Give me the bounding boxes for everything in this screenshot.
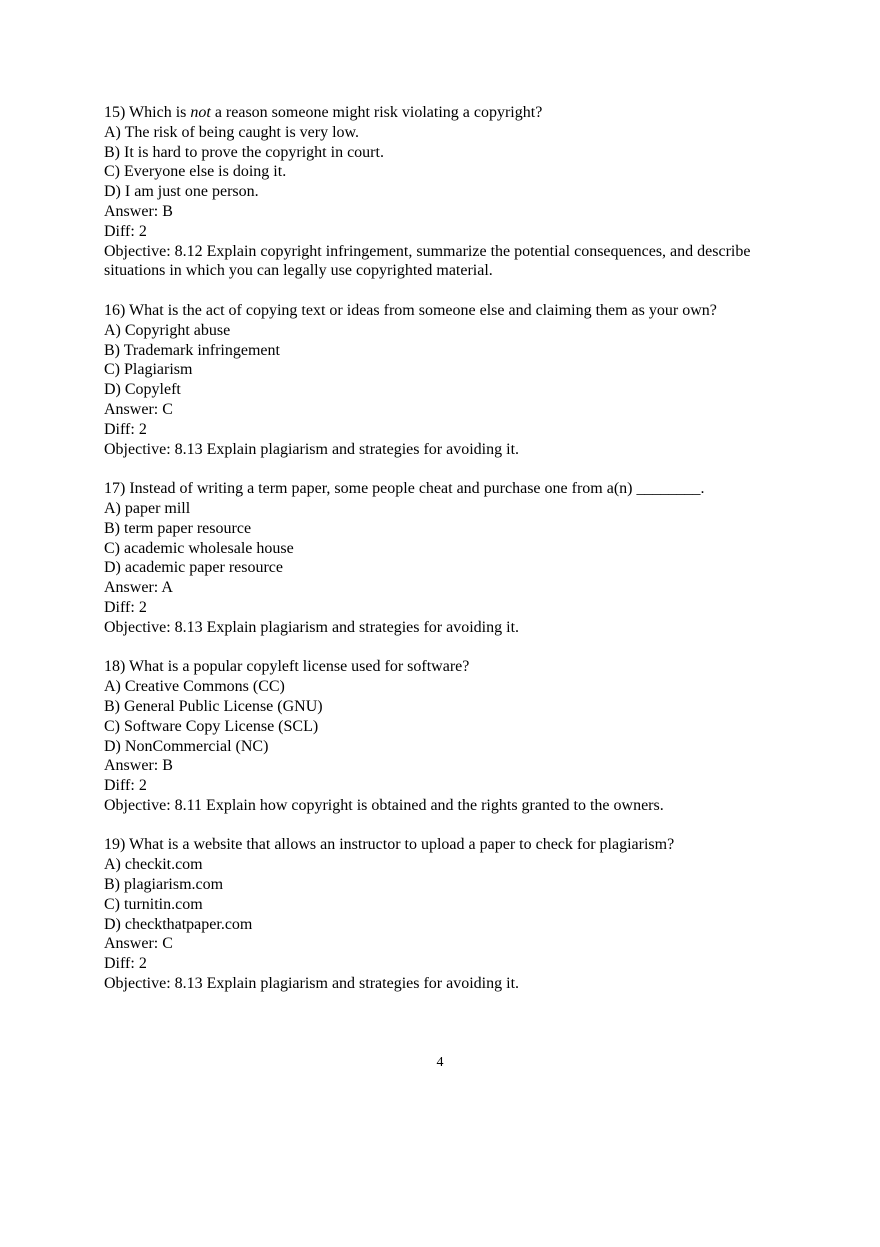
emphasis-not: not: [190, 104, 211, 121]
question-17: [104, 479, 784, 637]
objective: Objective: 8.12 Explain copyright infringement, summarize the potential consequences, and describe situations in which you can legally use copyrighted material.: [104, 242, 751, 280]
answer: Answer: C: [104, 400, 173, 418]
option-b: B) It is hard to prove the copyright in court.: [104, 143, 384, 161]
question-15: [104, 103, 784, 281]
difficulty: Diff: 2: [104, 598, 147, 616]
option-c: C) Plagiarism: [104, 361, 193, 379]
option-c: C) Software Copy License (SCL): [104, 717, 319, 735]
question-list: [104, 103, 784, 1014]
objective: Objective: 8.13 Explain plagiarism and strategies for avoiding it.: [104, 440, 520, 458]
answer: Answer: C: [104, 935, 173, 953]
question-stem: 19) What is a website that allows an instructor to upload a paper to check for plagiarism?: [104, 836, 675, 854]
option-a: A) Creative Commons (CC): [104, 678, 285, 696]
option-b: B) term paper resource: [104, 519, 252, 537]
option-b: B) General Public License (GNU): [104, 697, 323, 715]
option-c: C) turnitin.com: [104, 895, 203, 913]
difficulty: Diff: 2: [104, 955, 147, 973]
option-d: D) checkthatpaper.com: [104, 915, 253, 933]
question-stem: 17) Instead of writing a term paper, some people cheat and purchase one from a(n) ________.: [104, 480, 705, 498]
difficulty: Diff: 2: [104, 420, 147, 438]
difficulty: Diff: 2: [104, 222, 147, 240]
objective: Objective: 8.13 Explain plagiarism and strategies for avoiding it.: [104, 618, 520, 636]
option-c: C) academic wholesale house: [104, 539, 294, 557]
option-a: A) Copyright abuse: [104, 321, 231, 339]
question-16: [104, 301, 784, 459]
answer: Answer: B: [104, 757, 173, 775]
question-18: [104, 657, 784, 815]
question-19: [104, 835, 784, 993]
answer: Answer: B: [104, 202, 173, 220]
option-a: A) checkit.com: [104, 856, 203, 874]
option-b: B) Trademark infringement: [104, 341, 280, 359]
answer: Answer: A: [104, 579, 173, 597]
option-d: D) academic paper resource: [104, 559, 283, 577]
difficulty: Diff: 2: [104, 777, 147, 795]
page-number: 4: [436, 1055, 444, 1070]
option-d: D) I am just one person.: [104, 183, 259, 201]
option-d: D) NonCommercial (NC): [104, 737, 269, 755]
option-d: D) Copyleft: [104, 381, 181, 399]
question-stem: 18) What is a popular copyleft license used for software?: [104, 658, 470, 676]
question-stem: 15) Which is not a reason someone might risk violating a copyright?: [104, 104, 543, 121]
option-c: C) Everyone else is doing it.: [104, 163, 287, 181]
objective: Objective: 8.13 Explain plagiarism and strategies for avoiding it.: [104, 975, 520, 993]
option-a: A) The risk of being caught is very low.: [104, 123, 360, 141]
objective: Objective: 8.11 Explain how copyright is obtained and the rights granted to the owners.: [104, 796, 664, 814]
question-stem: 16) What is the act of copying text or ideas from someone else and claiming them as your own?: [104, 301, 717, 319]
option-b: B) plagiarism.com: [104, 876, 224, 894]
option-a: A) paper mill: [104, 499, 191, 517]
